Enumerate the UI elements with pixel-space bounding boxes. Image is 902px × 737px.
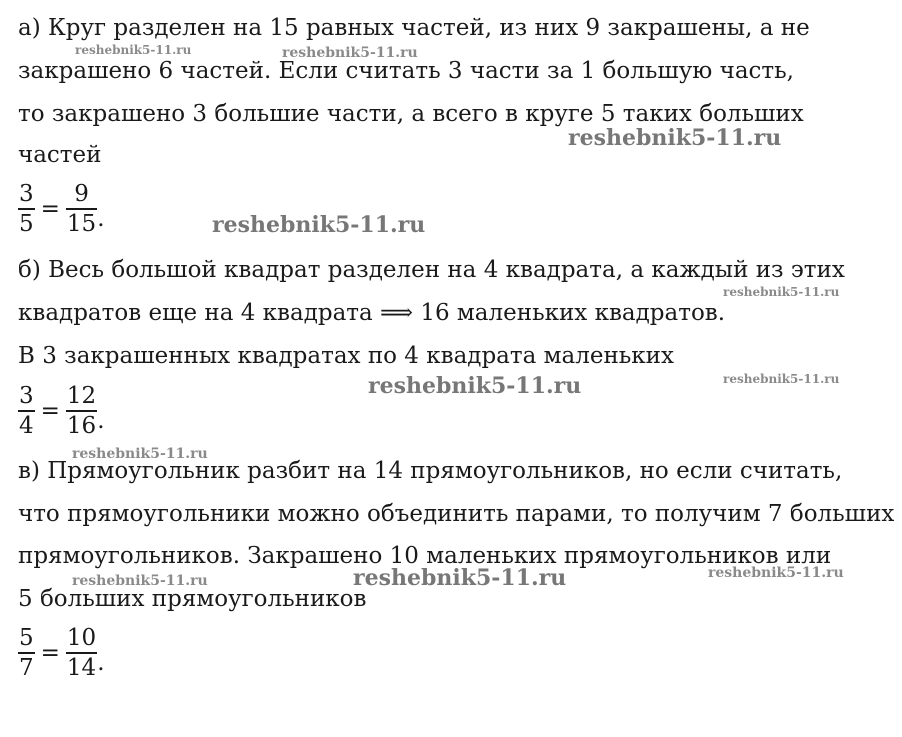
text-line-b3: В 3 закрашенных квадратах по 4 квадрата маленьких (18, 343, 674, 369)
fraction-left-c (18, 626, 35, 680)
watermark: reshebnik5-11.ru (568, 125, 782, 151)
fraction-numerator: 10 (66, 625, 97, 651)
fraction-left-a (18, 182, 35, 236)
watermark: reshebnik5-11.ru (72, 446, 208, 462)
text-line-c2: что прямоугольники можно объединить парами, то получим 7 больших (18, 501, 895, 527)
watermark: reshebnik5-11.ru (723, 285, 840, 299)
text-line-b2: квадратов еще на 4 квадрата ⟹ 16 маленьких квадратов. (18, 300, 726, 326)
fraction-numerator: 12 (66, 383, 97, 409)
period: . (97, 650, 105, 676)
fraction-equation-c (18, 626, 105, 680)
equals-sign: = (40, 640, 60, 666)
fraction-numerator: 5 (19, 625, 34, 651)
fraction-denominator: 15 (66, 208, 97, 236)
fraction-right-a (66, 182, 97, 236)
fraction-denominator: 5 (18, 208, 35, 236)
text-line-a2: закрашено 6 частей. Если считать 3 части за 1 большую часть, (18, 58, 794, 84)
fraction-denominator: 7 (18, 652, 35, 680)
fraction-denominator: 4 (18, 410, 35, 438)
fraction-numerator: 3 (19, 181, 34, 207)
watermark: reshebnik5-11.ru (75, 43, 192, 57)
watermark: reshebnik5-11.ru (368, 373, 582, 399)
fraction-denominator: 14 (66, 652, 97, 680)
watermark: reshebnik5-11.ru (708, 565, 844, 581)
text-line-a1: а) Круг разделен на 15 равных частей, из них 9 закрашены, а не (18, 15, 810, 41)
text-line-c1: в) Прямоугольник разбит на 14 прямоугольников, но если считать, (18, 458, 843, 484)
fraction-left-b (18, 384, 35, 438)
text-line-b1: б) Весь большой квадрат разделен на 4 квадрата, а каждый из этих (18, 257, 845, 283)
watermark: reshebnik5-11.ru (723, 372, 840, 386)
period: . (97, 206, 105, 232)
text-line-a3: то закрашено 3 большие части, а всего в круге 5 таких больших (18, 101, 804, 127)
fraction-numerator: 3 (19, 383, 34, 409)
period: . (97, 408, 105, 434)
watermark: reshebnik5-11.ru (72, 573, 208, 589)
watermark: reshebnik5-11.ru (353, 565, 567, 591)
equals-sign: = (40, 398, 60, 424)
watermark: reshebnik5-11.ru (212, 212, 426, 238)
fraction-numerator: 9 (74, 181, 89, 207)
fraction-right-c (66, 626, 97, 680)
fraction-equation-b (18, 384, 105, 438)
fraction-denominator: 16 (66, 410, 97, 438)
fraction-equation-a (18, 182, 105, 236)
text-line-a4: частей (18, 142, 102, 168)
equals-sign: = (40, 196, 60, 222)
text-line-c4: 5 больших прямоугольников (18, 586, 367, 612)
text-line-c3: прямоугольников. Закрашено 10 маленьких прямоугольников или (18, 543, 832, 569)
watermark: reshebnik5-11.ru (282, 45, 418, 61)
fraction-right-b (66, 384, 97, 438)
